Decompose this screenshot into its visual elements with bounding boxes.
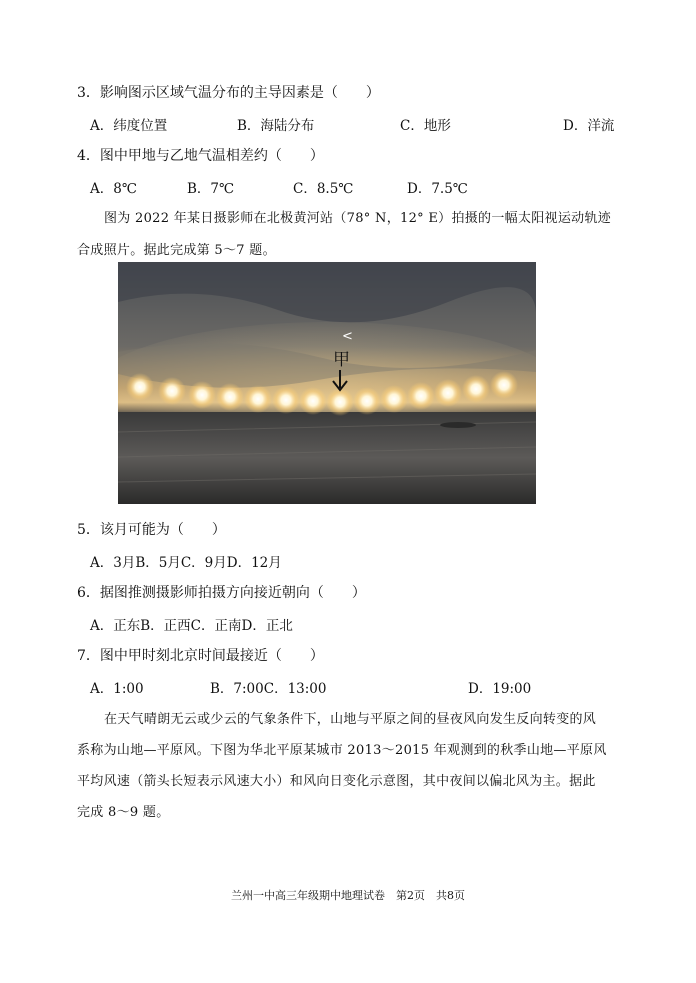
q6-options: A．正东B．正西C．正南D．正北 <box>90 618 293 634</box>
sun-image <box>188 381 216 409</box>
q3-option-d: D．洋流 <box>563 118 615 134</box>
q3-option-c: C．地形 <box>400 118 451 134</box>
marker-top-glyph: < <box>342 329 353 344</box>
sun-image <box>380 385 408 413</box>
q4-option-d: D．7.5℃ <box>407 181 468 197</box>
sun-image <box>490 371 518 399</box>
sun-image <box>244 385 272 413</box>
sun-image <box>216 383 244 411</box>
jia-label: 甲 <box>333 350 350 370</box>
sun-image <box>434 379 462 407</box>
q7-option-d: D．19:00 <box>468 681 532 697</box>
q4-option-a: A．8℃ <box>90 181 137 197</box>
sun-trajectory-photo <box>118 262 536 504</box>
q3-option-b: B．海陆分布 <box>237 118 315 134</box>
q6-stem: 6．据图推测摄影师拍摄方向接近朝向（ ） <box>77 585 366 601</box>
intro-8-9-line4: 完成 8～9 题。 <box>77 805 170 820</box>
q4-option-b: B．7℃ <box>187 181 235 197</box>
q4-option-c: C．8.5℃ <box>293 181 354 197</box>
intro-8-9-line2: 系称为山地—平原风。下图为华北平原某城市 2013～2015 年观测到的秋季山地—平原风 <box>77 743 607 758</box>
sun-image <box>272 386 300 414</box>
intro-8-9-line1: 在天气晴朗无云或少云的气象条件下，山地与平原之间的昼夜风向发生反向转变的风 <box>104 712 597 727</box>
q4-stem: 4．图中甲地与乙地气温相差约（ ） <box>77 148 324 164</box>
q7-option-a: A．1:00 <box>90 681 144 697</box>
q7-option-bc: B．7:00C．13:00 <box>210 681 327 697</box>
sun-image <box>126 373 154 401</box>
intro-5-7-line1: 图为 2022 年某日摄影师在北极黄河站（78° N，12° E）拍摄的一幅太阳视运动轨迹 <box>104 211 612 226</box>
sun-image <box>158 377 186 405</box>
q5-options: A．3月B．5月C．9月D．12月 <box>90 555 282 571</box>
sun-image <box>299 387 327 415</box>
q3-stem: 3．影响图示区域气温分布的主导因素是（ ） <box>77 85 380 101</box>
q5-stem: 5．该月可能为（ ） <box>77 522 226 538</box>
sun-image <box>462 375 490 403</box>
intro-8-9-line3: 平均风速（箭头长短表示风速大小）和风向日变化示意图，其中夜间以偏北风为主。据此 <box>77 774 596 789</box>
sun-image <box>407 382 435 410</box>
sun-image <box>326 388 354 416</box>
q7-stem: 7．图中甲时刻北京时间最接近（ ） <box>77 648 324 664</box>
intro-5-7-line2: 合成照片。据此完成第 5～7 题。 <box>77 243 276 258</box>
sun-image <box>353 387 381 415</box>
q3-option-a: A．纬度位置 <box>90 118 168 134</box>
page-footer: 兰州一中高三年级期中地理试卷 第2页 共8页 <box>231 889 465 902</box>
